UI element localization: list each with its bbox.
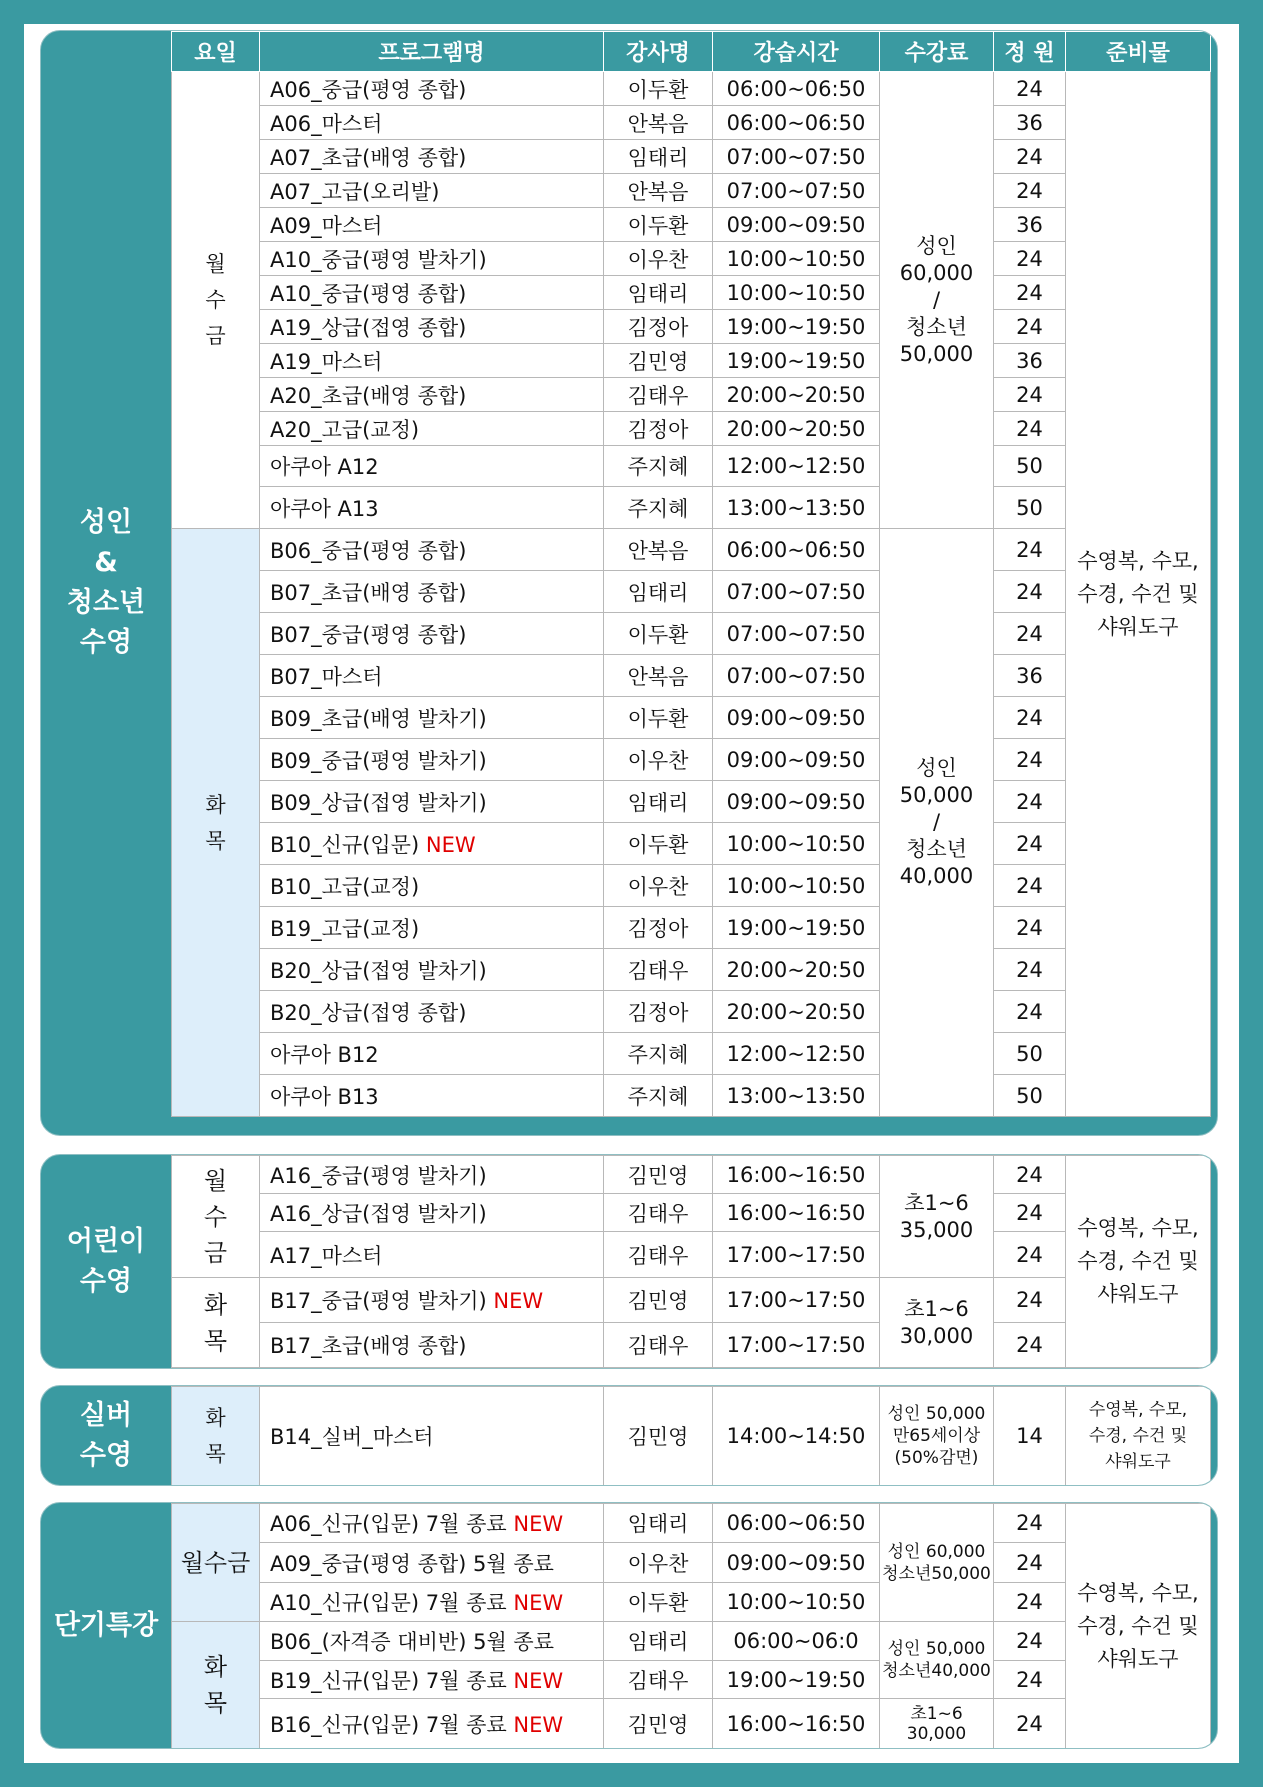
capacity: 24 [994,949,1066,991]
instructor-name: 안복음 [604,655,713,697]
instructor-name: 김태우 [604,1194,713,1232]
program-label: B09_중급(평영 발차기) [270,748,487,773]
table-row [172,412,1211,446]
program-label: A20_초급(배영 종합) [270,383,467,408]
class-time: 06:00~06:50 [713,529,880,571]
program-label: B20_상급(접영 종합) [270,1000,467,1025]
schedule-table [171,31,1211,1117]
table-row [172,1504,1211,1543]
day-cell: 화 목 [172,1622,260,1749]
instructor-name: 이두환 [604,208,713,242]
class-time: 16:00~16:50 [713,1194,880,1232]
preparation-cell: 수영복, 수모, 수경, 수건 및 샤워도구 [1066,1504,1211,1749]
class-time: 07:00~07:50 [713,571,880,613]
capacity: 24 [994,276,1066,310]
schedule-table [171,1386,1211,1486]
instructor-name: 임태리 [604,571,713,613]
program-label: B14_실버_마스터 [270,1425,434,1449]
table-row [172,106,1211,140]
program-label: B16_신규(입문) 7월 종료 [270,1712,507,1737]
class-time: 07:00~07:50 [713,174,880,208]
capacity: 24 [994,1194,1066,1232]
column-header-prep: 준비물 [1066,32,1211,72]
table-row [172,991,1211,1033]
program-label: A06_중급(평영 종합) [270,77,467,102]
class-time: 19:00~19:50 [713,344,880,378]
new-badge: NEW [513,1668,564,1693]
table-row [172,823,1211,865]
fee-cell: 초1~6 30,000 [880,1699,994,1749]
instructor-name: 임태리 [604,276,713,310]
program-label: A09_중급(평영 종합) 5월 종료 [270,1551,554,1576]
class-time: 19:00~19:50 [713,907,880,949]
class-time: 10:00~10:50 [713,865,880,907]
schedule-table [171,1155,1211,1368]
instructor-name: 김민영 [604,1699,713,1749]
program-name [260,529,604,571]
program-name [260,1387,604,1486]
capacity: 24 [994,781,1066,823]
program-name [260,949,604,991]
program-name [260,1194,604,1232]
instructor-name: 김민영 [604,1387,713,1486]
program-label: B07_마스터 [270,664,383,689]
program-label: B17_중급(평영 발차기) [270,1289,487,1313]
class-time: 13:00~13:50 [713,487,880,529]
capacity: 24 [994,378,1066,412]
program-name [260,1622,604,1661]
program-name [260,106,604,140]
instructor-name: 이두환 [604,613,713,655]
program-label: A16_상급(접영 발차기) [270,1201,487,1226]
class-time: 06:00~06:50 [713,1504,880,1543]
class-time: 17:00~17:50 [713,1278,880,1323]
program-name [260,344,604,378]
program-label: B07_초급(배영 종합) [270,580,467,605]
program-name [260,571,604,613]
program-name [260,1075,604,1117]
program-name [260,1583,604,1622]
program-label: A10_신규(입문) 7월 종료 [270,1591,507,1615]
section-title: 실버 수영 [79,1399,133,1471]
class-time: 16:00~16:50 [713,1156,880,1194]
program-name [260,781,604,823]
preparation-cell: 수영복, 수모, 수경, 수건 및 샤워도구 [1066,1156,1211,1368]
table-row [172,72,1211,106]
program-label: B06_(자격증 대비반) 5월 종료 [270,1630,554,1654]
section-title: 단기특강 [53,1609,159,1641]
class-time: 14:00~14:50 [713,1387,880,1486]
capacity: 24 [994,739,1066,781]
new-badge: NEW [425,832,476,857]
program-name [260,1156,604,1194]
class-time: 07:00~07:50 [713,655,880,697]
instructor-name: 안복음 [604,174,713,208]
class-time: 09:00~09:50 [713,781,880,823]
instructor-name: 이우찬 [604,739,713,781]
program-name [260,208,604,242]
instructor-name: 임태리 [604,781,713,823]
program-label: A17_마스터 [270,1243,383,1268]
capacity: 36 [994,655,1066,697]
class-time: 12:00~12:50 [713,1033,880,1075]
program-name [260,378,604,412]
program-name [260,1278,604,1323]
capacity: 36 [994,208,1066,242]
table-row [172,174,1211,208]
capacity: 24 [994,1583,1066,1622]
instructor-name: 임태리 [604,140,713,174]
capacity: 24 [994,140,1066,174]
capacity: 24 [994,1661,1066,1699]
table-row [172,446,1211,487]
program-label: B20_상급(접영 발차기) [270,958,487,983]
instructor-name: 안복음 [604,529,713,571]
capacity: 24 [994,907,1066,949]
program-name [260,412,604,446]
adult-swim-section [40,30,1218,1136]
day-cell: 월 수 금 [172,72,260,529]
capacity: 24 [994,571,1066,613]
program-name [260,174,604,208]
capacity: 24 [994,1156,1066,1194]
table-row [172,613,1211,655]
program-label: 아쿠아 A12 [270,455,379,479]
capacity: 24 [994,242,1066,276]
table-row [172,1323,1211,1368]
program-name [260,655,604,697]
table-row [172,1033,1211,1075]
day-cell: 화 목 [172,529,260,1117]
table-row [172,949,1211,991]
fee-cell: 성인 60,000 청소년50,000 [880,1504,994,1622]
day-cell: 월 수 금 [172,1156,260,1278]
class-time: 20:00~20:50 [713,949,880,991]
class-time: 06:00~06:50 [713,72,880,106]
table-row [172,1583,1211,1622]
program-label: 아쿠아 A13 [270,496,379,521]
column-header-program: 프로그램명 [260,32,604,72]
table-row [172,1543,1211,1583]
program-label: B17_초급(배영 종합) [270,1334,467,1358]
program-label: B19_신규(입문) 7월 종료 [270,1668,507,1693]
day-cell: 화 목 [172,1387,260,1486]
table-row [172,907,1211,949]
program-label: 아쿠아 B13 [270,1084,379,1109]
program-name [260,613,604,655]
instructor-name: 김민영 [604,344,713,378]
program-label: A09_마스터 [270,213,383,238]
table-row [172,739,1211,781]
instructor-name: 이두환 [604,823,713,865]
preparation-cell: 수영복, 수모, 수경, 수건 및 샤워도구 [1066,1387,1211,1486]
capacity: 24 [994,865,1066,907]
program-label: B10_신규(입문) [270,832,420,857]
class-time: 09:00~09:50 [713,1543,880,1583]
table-row [172,140,1211,174]
column-header-day: 요일 [172,32,260,72]
day-cell: 월수금 [172,1504,260,1622]
class-time: 20:00~20:50 [713,412,880,446]
program-name [260,697,604,739]
program-name [260,72,604,106]
instructor-name: 김태우 [604,1323,713,1368]
capacity: 24 [994,991,1066,1033]
table-row [172,865,1211,907]
capacity: 24 [994,72,1066,106]
program-label: B06_중급(평영 종합) [270,538,467,563]
class-time: 07:00~07:50 [713,140,880,174]
header-row [172,32,1211,72]
class-time: 10:00~10:50 [713,823,880,865]
class-time: 20:00~20:50 [713,378,880,412]
table-row [172,1156,1211,1194]
instructor-name: 이두환 [604,72,713,106]
program-label: B09_초급(배영 발차기) [270,706,487,731]
instructor-name: 이우찬 [604,865,713,907]
program-name [260,446,604,487]
day-cell: 화 목 [172,1278,260,1368]
program-name [260,487,604,529]
program-name [260,242,604,276]
new-badge: NEW [513,1712,564,1737]
program-name [260,310,604,344]
class-time: 10:00~10:50 [713,276,880,310]
instructor-name: 김정아 [604,991,713,1033]
fee-cell: 성인 50,000 만65세이상 (50%감면) [880,1387,994,1486]
program-label: 아쿠아 B12 [270,1042,379,1067]
program-label: A19_상급(접영 종합) [270,315,467,340]
fee-cell: 초1~6 30,000 [880,1278,994,1368]
schedule-table [171,1503,1211,1749]
capacity: 50 [994,487,1066,529]
instructor-name: 김민영 [604,1156,713,1194]
table-row [172,276,1211,310]
table-row [172,344,1211,378]
class-time: 06:00~06:0 [713,1622,880,1661]
program-label: A20_고급(교정) [270,417,420,442]
instructor-name: 주지혜 [604,1075,713,1117]
program-label: A07_초급(배영 종합) [270,145,467,170]
program-label: A07_고급(오리발) [270,179,440,204]
table-row [172,529,1211,571]
program-name [260,865,604,907]
table-row [172,378,1211,412]
instructor-name: 김민영 [604,1278,713,1323]
fee-cell: 초1~6 35,000 [880,1156,994,1278]
instructor-name: 이우찬 [604,1543,713,1583]
program-label: B07_중급(평영 종합) [270,622,467,647]
program-label: B10_고급(교정) [270,874,420,899]
class-time: 20:00~20:50 [713,991,880,1033]
capacity: 36 [994,106,1066,140]
class-time: 16:00~16:50 [713,1699,880,1749]
table-row [172,1278,1211,1323]
capacity: 50 [994,446,1066,487]
program-label: B09_상급(접영 발차기) [270,790,487,815]
instructor-name: 김태우 [604,949,713,991]
table-row [172,781,1211,823]
instructor-name: 이우찬 [604,242,713,276]
class-time: 12:00~12:50 [713,446,880,487]
fee-cell: 성인 50,000 청소년40,000 [880,1622,994,1699]
program-name [260,1232,604,1278]
capacity: 24 [994,529,1066,571]
program-label: B19_고급(교정) [270,916,420,941]
program-name [260,1661,604,1699]
program-name [260,907,604,949]
class-time: 13:00~13:50 [713,1075,880,1117]
new-badge: NEW [493,1289,544,1313]
capacity: 24 [994,697,1066,739]
program-name [260,823,604,865]
table-row [172,1194,1211,1232]
program-name [260,1543,604,1583]
capacity: 24 [994,174,1066,208]
program-name [260,1033,604,1075]
class-time: 07:00~07:50 [713,613,880,655]
capacity: 24 [994,1232,1066,1278]
section-title: 어린이 수영 [66,1225,146,1297]
capacity: 24 [994,412,1066,446]
class-time: 09:00~09:50 [713,739,880,781]
capacity: 24 [994,1278,1066,1323]
capacity: 24 [994,613,1066,655]
instructor-name: 김태우 [604,378,713,412]
table-row [172,487,1211,529]
program-name [260,739,604,781]
program-name [260,1699,604,1749]
instructor-name: 김정아 [604,907,713,949]
instructor-name: 주지혜 [604,487,713,529]
fee-cell: 성인 60,000 / 청소년 50,000 [880,72,994,529]
instructor-name: 김태우 [604,1661,713,1699]
class-time: 19:00~19:50 [713,1661,880,1699]
table-row [172,1075,1211,1117]
column-header-instructor: 강사명 [604,32,713,72]
instructor-name: 주지혜 [604,446,713,487]
column-header-fee: 수강료 [880,32,994,72]
column-header-capacity: 정 원 [994,32,1066,72]
instructor-name: 이두환 [604,1583,713,1622]
table-row [172,242,1211,276]
children-swim-section [40,1154,1218,1369]
table-row [172,697,1211,739]
instructor-name: 임태리 [604,1504,713,1543]
class-time: 17:00~17:50 [713,1232,880,1278]
instructor-name: 김정아 [604,310,713,344]
capacity: 24 [994,1543,1066,1583]
program-name [260,991,604,1033]
capacity: 24 [994,823,1066,865]
fee-cell: 성인 50,000 / 청소년 40,000 [880,529,994,1117]
program-label: A06_마스터 [270,111,383,136]
program-name [260,1323,604,1368]
capacity: 24 [994,1699,1066,1749]
section-title: 성인 & 청소년 수영 [66,507,146,658]
capacity: 24 [994,1622,1066,1661]
table-row [172,1661,1211,1699]
table-row [172,655,1211,697]
short-term-special-section [40,1502,1218,1749]
new-badge: NEW [513,1591,564,1615]
instructor-name: 이두환 [604,697,713,739]
table-row [172,208,1211,242]
program-label: A10_중급(평영 종합) [270,281,467,306]
table-row [172,1622,1211,1661]
capacity: 50 [994,1075,1066,1117]
table-row [172,1699,1211,1749]
table-row [172,571,1211,613]
class-time: 06:00~06:50 [713,106,880,140]
instructor-name: 주지혜 [604,1033,713,1075]
instructor-name: 김태우 [604,1232,713,1278]
table-row [172,1387,1211,1486]
program-name [260,276,604,310]
table-row [172,1232,1211,1278]
program-label: A19_마스터 [270,349,383,374]
program-name [260,140,604,174]
instructor-name: 임태리 [604,1622,713,1661]
program-label: A16_중급(평영 발차기) [270,1163,487,1188]
capacity: 24 [994,1323,1066,1368]
table-row [172,310,1211,344]
silver-swim-section [40,1385,1218,1486]
class-time: 10:00~10:50 [713,242,880,276]
capacity: 36 [994,344,1066,378]
class-time: 19:00~19:50 [713,310,880,344]
capacity: 50 [994,1033,1066,1075]
capacity: 24 [994,310,1066,344]
column-header-time: 강습시간 [713,32,880,72]
class-time: 10:00~10:50 [713,1583,880,1622]
class-time: 09:00~09:50 [713,697,880,739]
preparation-cell: 수영복, 수모, 수경, 수건 및 샤워도구 [1066,72,1211,1117]
class-time: 17:00~17:50 [713,1323,880,1368]
new-badge: NEW [513,1512,564,1536]
instructor-name: 김정아 [604,412,713,446]
capacity: 14 [994,1387,1066,1486]
class-time: 09:00~09:50 [713,208,880,242]
instructor-name: 안복음 [604,106,713,140]
capacity: 24 [994,1504,1066,1543]
program-label: A06_신규(입문) 7월 종료 [270,1512,507,1536]
program-label: A10_중급(평영 발차기) [270,247,487,272]
program-name [260,1504,604,1543]
